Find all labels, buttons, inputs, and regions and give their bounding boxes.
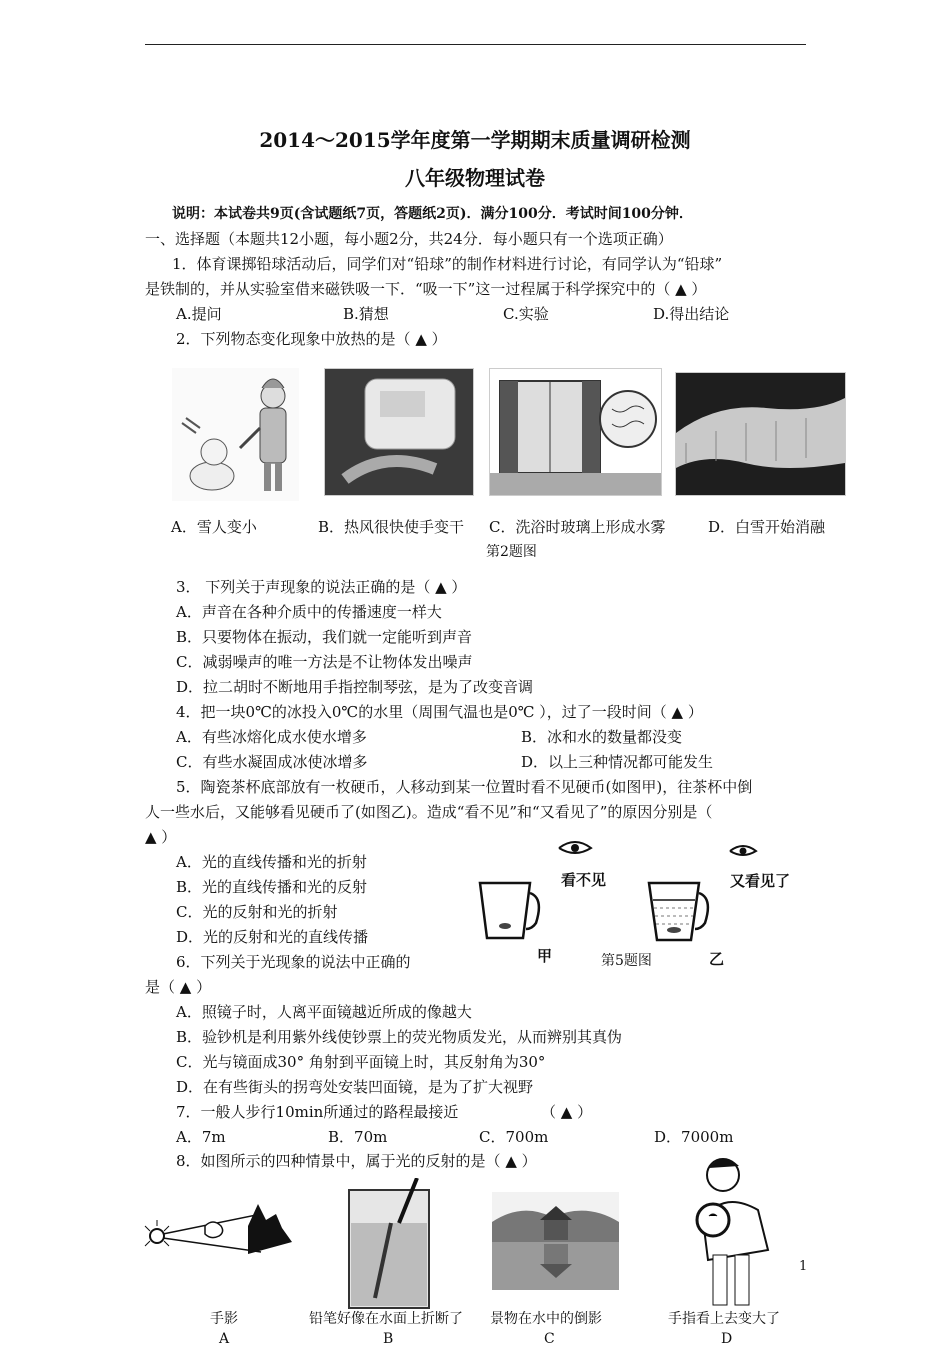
fig5-label-see-again: 又看见了: [730, 872, 791, 890]
q1-option-a: A.提问: [176, 305, 222, 323]
exam-title: 2014～2015学年度第一学期期末质量调研检测: [259, 128, 691, 152]
q1-line1: 1．体育课掷铅球活动后，同学们对“铅球”的制作材料进行讨论，有同学认为“铅球”: [172, 255, 723, 273]
q5-option-c: C．光的反射和光的折射: [176, 903, 338, 921]
melting-snow-image: [675, 372, 846, 496]
eye-icon: [727, 842, 759, 860]
q4-option-a: A．有些冰熔化成水使水增多: [176, 728, 367, 746]
q4-option-c: C．有些水凝固成冰使冰增多: [176, 753, 368, 771]
q5-line3: ▲ ）: [145, 828, 177, 846]
q6-option-d: D．在有些街头的拐弯处安装凹面镜，是为了扩大视野: [176, 1078, 534, 1096]
q6-line2: 是（ ▲ ）: [145, 978, 212, 996]
q5-line1: 5．陶瓷茶杯底部放有一枚硬币，人移动到某一位置时看不见硬币(如图甲)，往茶杯中倒: [176, 778, 753, 796]
q1-option-c: C.实验: [503, 305, 549, 323]
q2-option-a: A．雪人变小: [171, 518, 257, 536]
fig5-label-jia: 甲: [537, 947, 553, 965]
q3-stem: 3． 下列关于声现象的说法正确的是（ ▲ ）: [176, 578, 467, 596]
q5-option-b: B．光的直线传播和光的反射: [176, 878, 368, 896]
q8-label-c: C: [544, 1331, 555, 1347]
section-heading: 一、选择题（本题共12小题，每小题2分，共24分．每小题只有一个选项正确）: [145, 230, 673, 248]
q6-line1: 6．下列关于光现象的说法中正确的: [176, 953, 411, 971]
q1-option-b: B.猜想: [343, 305, 389, 323]
page-number: 1: [799, 1259, 808, 1274]
q4-option-b: B．冰和水的数量都没变: [521, 728, 683, 746]
bathroom-window-image: [489, 368, 662, 496]
q8-label-b: B: [383, 1331, 394, 1347]
q7-option-c: C．700m: [479, 1128, 549, 1146]
q7-option-d: D．7000m: [654, 1128, 734, 1146]
q7-stem: 7．一般人步行10min所通过的路程最接近: [176, 1103, 459, 1121]
q8-caption-b: 铅笔好像在水面上折断了: [309, 1311, 463, 1327]
q1-option-d: D.得出结论: [653, 305, 730, 323]
q3-option-c: C．减弱噪声的唯一方法是不让物体发出噪声: [176, 653, 473, 671]
q4-option-d: D．以上三种情况都可能发生: [521, 753, 714, 771]
q5-option-d: D．光的反射和光的直线传播: [176, 928, 369, 946]
q7-option-a: A．7m: [176, 1128, 226, 1146]
eye-icon: [555, 838, 595, 858]
snowman-image: [172, 368, 299, 501]
q2-figure-caption: 第2题图: [486, 544, 537, 560]
q4-stem: 4．把一块0℃的冰投入0℃的水里（周围气温也是0℃ ），过了一段时间（ ▲ ）: [176, 703, 703, 721]
q5-line2: 人一些水后，又能够看见硬币了(如图乙)。造成“看不见”和“又看见了”的原因分别是（: [145, 803, 713, 821]
q2-option-d: D．白雪开始消融: [708, 518, 826, 536]
magnifier-image: [683, 1150, 783, 1310]
q6-option-c: C．光与镜面成30° 角射到平面镜上时，其反射角为30°: [176, 1053, 546, 1071]
pavilion-reflection-image: [492, 1192, 619, 1290]
q7-answer-mark: （ ▲ ）: [541, 1103, 593, 1121]
q8-caption-a: 手影: [210, 1311, 238, 1327]
q2-option-c: C．洗浴时玻璃上形成水雾: [489, 518, 666, 536]
pencil-in-water-image: [339, 1178, 439, 1313]
q3-option-d: D．拉二胡时不断地用手指控制琴弦，是为了改变音调: [176, 678, 534, 696]
cup-with-water-image: [645, 878, 713, 948]
q6-option-a: A．照镜子时，人离平面镜越近所成的像越大: [176, 1003, 472, 1021]
fig5-label-cannot-see: 看不见: [561, 871, 607, 889]
exam-subtitle: 八年级物理试卷: [405, 166, 545, 190]
q8-caption-d: 手指看上去变大了: [668, 1311, 780, 1327]
q5-figure-caption: 第5题图: [601, 953, 652, 969]
q5-option-a: A．光的直线传播和光的折射: [176, 853, 367, 871]
q1-line2: 是铁制的，并从实验室借来磁铁吸一下．“吸一下”这一过程属于科学探究中的（ ▲ ）: [145, 280, 707, 298]
header-rule: [145, 44, 806, 45]
q3-option-b: B．只要物体在振动，我们就一定能听到声音: [176, 628, 473, 646]
exam-note: 说明：本试卷共9页(含试题纸7页，答题纸2页)．满分100分．考试时间100分钟．: [172, 206, 693, 222]
hand-shadow-image: [143, 1196, 298, 1258]
cup-without-water-image: [475, 838, 545, 948]
fig5-label-yi: 乙: [709, 950, 725, 968]
q8-label-a: A: [219, 1331, 230, 1347]
q8-caption-c: 景物在水中的倒影: [490, 1311, 602, 1327]
q3-option-a: A．声音在各种介质中的传播速度一样大: [176, 603, 442, 621]
q6-option-b: B．验钞机是利用紫外线使钞票上的荧光物质发光，从而辨别其真伪: [176, 1028, 623, 1046]
q2-stem: 2．下列物态变化现象中放热的是（ ▲ ）: [176, 330, 447, 348]
q8-label-d: D: [721, 1331, 733, 1347]
q7-option-b: B．70m: [328, 1128, 388, 1146]
q8-stem: 8．如图所示的四种情景中，属于光的反射的是（ ▲ ）: [176, 1152, 537, 1170]
hand-dryer-image: [324, 368, 474, 496]
q2-option-b: B．热风很快使手变干: [318, 518, 465, 536]
